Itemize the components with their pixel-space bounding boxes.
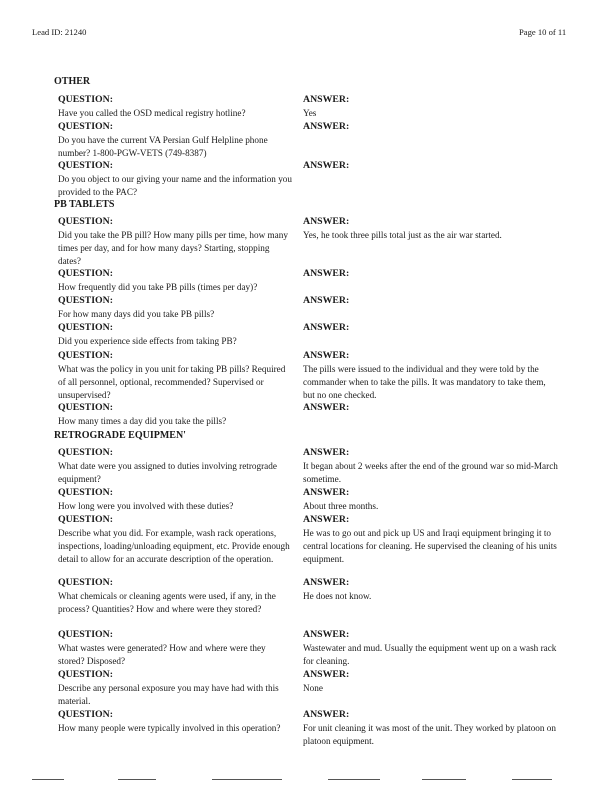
answer-label: ANSWER: <box>303 268 350 279</box>
question-label: QUESTION: <box>58 295 113 306</box>
scan-edge-mark <box>328 779 380 780</box>
question-label: QUESTION: <box>58 94 113 105</box>
answer-label: ANSWER: <box>303 447 350 458</box>
question-text: How frequently did you take PB pills (times per day)? <box>58 282 258 292</box>
answer-label: ANSWER: <box>303 514 350 525</box>
question-text: Did you experience side effects from taking PB? <box>58 336 237 346</box>
answer-label: ANSWER: <box>303 160 350 171</box>
page-number: Page 10 of 11 <box>519 27 567 37</box>
answer-text: None <box>303 683 323 693</box>
question-label: QUESTION: <box>58 487 113 498</box>
answer-label: ANSWER: <box>303 322 350 333</box>
section-title-other: OTHER <box>54 76 91 87</box>
section-title-retrograde-equipment: RETROGRADE EQUIPMEN' <box>54 430 186 441</box>
answer-label: ANSWER: <box>303 402 350 413</box>
answer-label: ANSWER: <box>303 94 350 105</box>
question-text: What wastes were generated? How and where were they stored? Disposed? <box>58 643 266 666</box>
answer-text: About three months. <box>303 501 379 511</box>
answer-text: Wastewater and mud. Usually the equipment went up on a wash rack for cleaning. <box>303 643 557 666</box>
question-label: QUESTION: <box>58 402 113 413</box>
question-text: Describe any personal exposure you may have had with this material. <box>58 683 279 706</box>
answer-label: ANSWER: <box>303 216 350 227</box>
question-text: Have you called the OSD medical registry hotline? <box>58 108 246 118</box>
answer-label: ANSWER: <box>303 629 350 640</box>
question-text: Did you take the PB pill? How many pills per time, how many times per day, and for how many days? Starting, stopping dates? <box>58 230 288 266</box>
answer-text: It began about 2 weeks after the end of the ground war so mid-March sometime. <box>303 461 558 484</box>
question-label: QUESTION: <box>58 514 113 525</box>
scan-edge-mark <box>118 779 156 780</box>
answer-text: For unit cleaning it was most of the unit. They worked by platoon on platoon equipment. <box>303 723 556 746</box>
scan-edge-mark <box>212 779 282 780</box>
answer-text: Yes, he took three pills total just as the air war started. <box>303 230 502 240</box>
scan-edge-mark <box>422 779 466 780</box>
question-label: QUESTION: <box>58 160 113 171</box>
question-text: How long were you involved with these duties? <box>58 501 234 511</box>
question-text: For how many days did you take PB pills? <box>58 309 215 319</box>
lead-id: Lead ID: 21240 <box>32 27 87 37</box>
answer-label: ANSWER: <box>303 350 350 361</box>
answer-label: ANSWER: <box>303 669 350 680</box>
answer-label: ANSWER: <box>303 487 350 498</box>
question-text: What was the policy in you unit for taking PB pills? Required of all personnel, optional, recommended? Supervised or unsupervised? <box>58 364 286 400</box>
question-label: QUESTION: <box>58 577 113 588</box>
answer-label: ANSWER: <box>303 709 350 720</box>
question-text: Describe what you did. For example, wash rack operations, inspections, loading/unloading equipment, etc. Provide enough detail to allow for an accurate description of the operation. <box>58 528 290 564</box>
question-text: What chemicals or cleaning agents were used, if any, in the process? Quantities? How and where were they stored? <box>58 591 276 614</box>
answer-text: He was to go out and pick up US and Iraqi equipment bringing it to central locations for cleaning. He supervised the cleaning of his units equipment. <box>303 528 557 564</box>
question-text: Do you have the current VA Persian Gulf Helpline phone number? 1-800-PGW-VETS (749-8387) <box>58 135 268 158</box>
question-text: Do you object to our giving your name and the information you provided to the PAC? <box>58 174 292 197</box>
question-label: QUESTION: <box>58 121 113 132</box>
scan-edge-mark <box>512 779 552 780</box>
question-label: QUESTION: <box>58 350 113 361</box>
answer-label: ANSWER: <box>303 121 350 132</box>
answer-text: He does not know. <box>303 591 372 601</box>
question-label: QUESTION: <box>58 447 113 458</box>
question-label: QUESTION: <box>58 669 113 680</box>
question-text: How many people were typically involved in this operation? <box>58 723 281 733</box>
answer-text: The pills were issued to the individual and they were told by the commander when to take the pills. It was mandatory to take them, but no one checked. <box>303 364 546 400</box>
answer-text: Yes <box>303 108 317 118</box>
question-label: QUESTION: <box>58 709 113 720</box>
scan-edge-mark <box>32 779 64 780</box>
question-text: What date were you assigned to duties involving retrograde equipment? <box>58 461 277 484</box>
question-label: QUESTION: <box>58 268 113 279</box>
answer-label: ANSWER: <box>303 295 350 306</box>
question-text: How many times a day did you take the pills? <box>58 416 227 426</box>
question-label: QUESTION: <box>58 216 113 227</box>
question-label: QUESTION: <box>58 629 113 640</box>
question-label: QUESTION: <box>58 322 113 333</box>
answer-label: ANSWER: <box>303 577 350 588</box>
section-title-pb-tablets: PB TABLETS <box>54 199 115 210</box>
